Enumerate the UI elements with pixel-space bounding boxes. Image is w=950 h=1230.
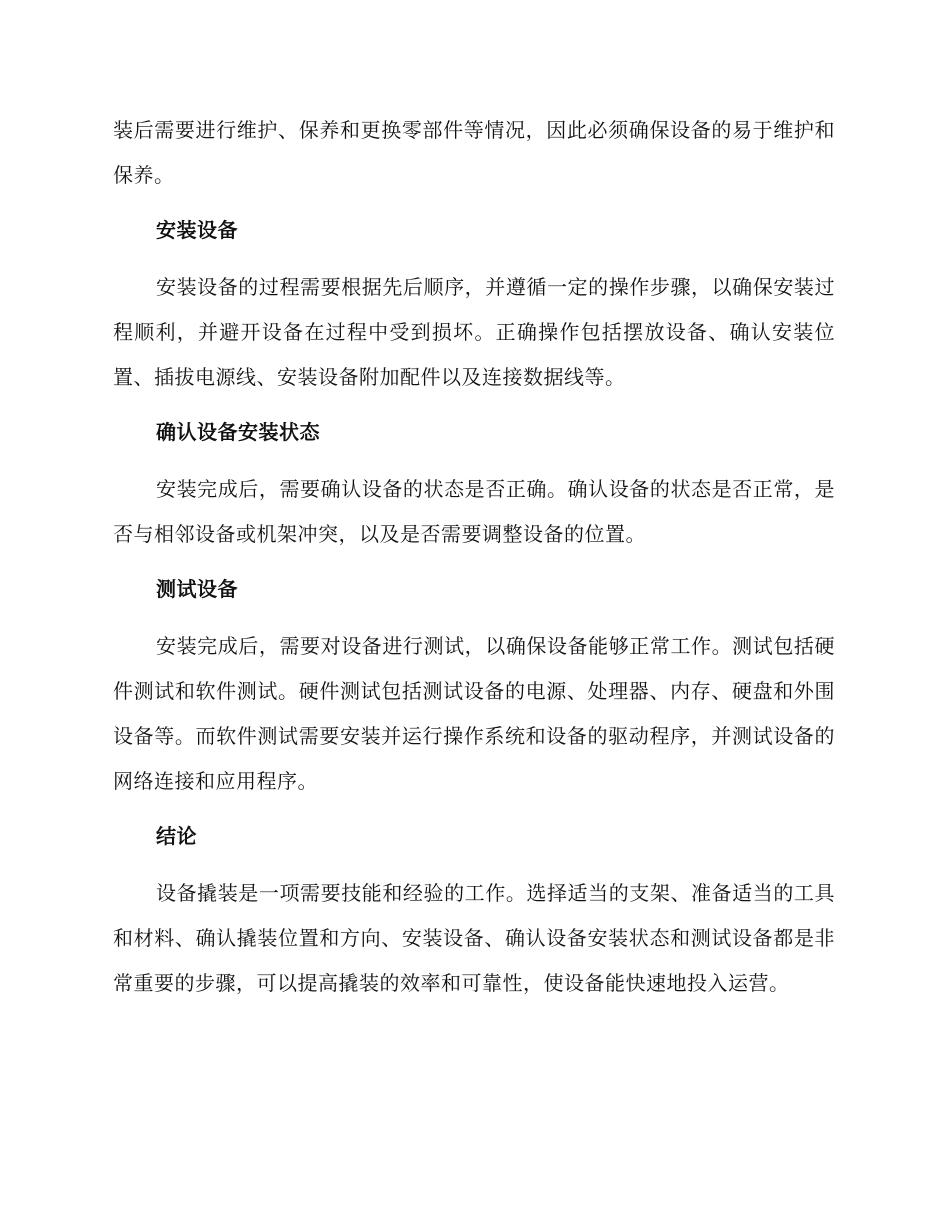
paragraph-conclusion: 设备撬装是一项需要技能和经验的工作。选择适当的支架、准备适当的工具和材料、确认撬装位置和方向、安装设备、确认设备安装状态和测试设备都是非常重要的步骤，可以提高撬装的效率和可靠性，使设备能快速地投入运营。 — [113, 881, 835, 995]
paragraph-install-device: 安装设备的过程需要根据先后顺序，并遵循一定的操作步骤，以确保安装过程顺利，并避开设备在过程中受到损坏。正确操作包括摆放设备、确认安装位置、插拔电源线、安装设备附加配件以及连接数据线等。 — [113, 275, 835, 389]
heading-test-device: 测试设备 — [156, 577, 238, 601]
paragraph-confirm-install-status: 安装完成后，需要确认设备的状态是否正确。确认设备的状态是否正常，是否与相邻设备或机架冲突，以及是否需要调整设备的位置。 — [113, 477, 835, 546]
heading-install-device: 安装设备 — [156, 218, 238, 242]
document-body — [113, 108, 835, 1006]
paragraph-maintenance-continued: 装后需要进行维护、保养和更换零部件等情况，因此必须确保设备的易于维护和保养。 — [113, 118, 835, 187]
paragraph-test-device: 安装完成后，需要对设备进行测试，以确保设备能够正常工作。测试包括硬件测试和软件测试。硬件测试包括测试设备的电源、处理器、内存、硬盘和外围设备等。而软件测试需要安装并运行操作系统和设备的驱动程序，并测试设备的网络连接和应用程序。 — [113, 634, 835, 793]
heading-conclusion: 结论 — [156, 824, 197, 848]
heading-confirm-install-status: 确认设备安装状态 — [156, 420, 320, 444]
